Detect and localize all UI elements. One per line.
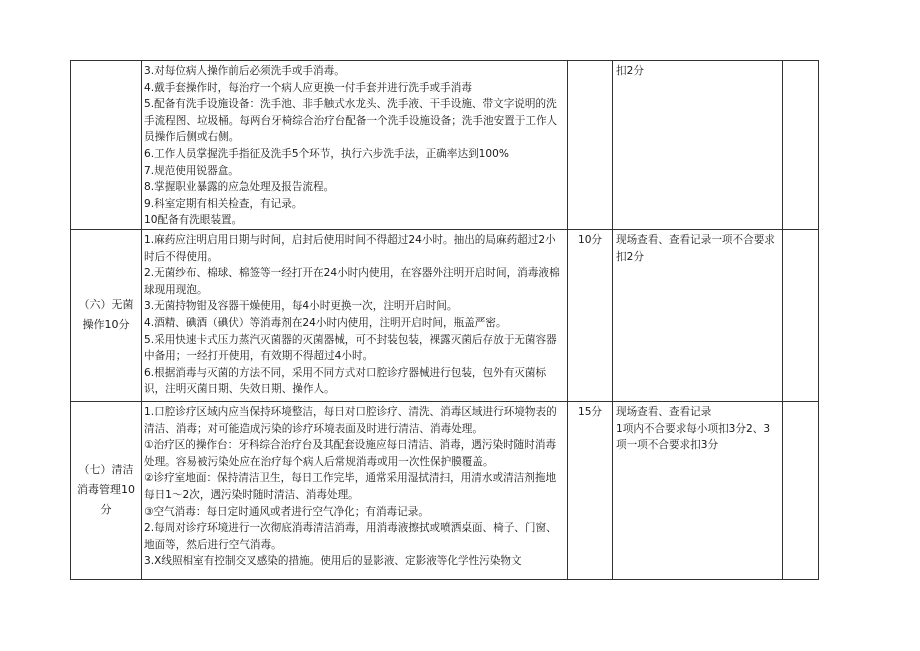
criteria-cell — [142, 401, 568, 579]
criteria-item: 3.X线照相室有控制交叉感染的措施。使用后的显影液、定影液等化学性污染物文 — [144, 555, 522, 568]
method-cell: 扣2分 — [613, 61, 783, 230]
criteria-item: 1.口腔诊疗区域内应当保持环境整洁，每日对口腔诊疗、清洗、消毒区域进行环境物表的清洁、消毒；对可能造成污染的诊疗环境表面及时进行清洁、消毒处理。 — [144, 405, 557, 435]
criteria-item: 4.戴手套操作时，每治疗一个病人应更换一付手套并进行洗手或手消毒 — [144, 81, 472, 94]
criteria-item: 6.根据消毒与灭菌的方法不同，采用不同方式对口腔诊疗器械进行包装，包外有灭菌标识，注明灭菌日期、失效日期、操作人。 — [144, 366, 547, 396]
section-cell — [71, 61, 142, 230]
inspection-table — [70, 60, 819, 580]
criteria-item: ②诊疗室地面：保持清洁卫生，每日工作完毕，通常采用湿拭清扫，用清水或清洁剂拖地每日1～2次，遇污染时随时清洁、消毒处理。 — [144, 472, 557, 501]
method-line: 1项内不合要求每小项扣3分2、3项一项不合要求扣3分 — [616, 422, 771, 452]
criteria-item: 7.规范使用锐器盒。 — [144, 164, 239, 177]
criteria-item: 5.采用快速卡式压力蒸汽灭菌器的灭菌器械，可不封装包装，裸露灭菌后存放于无菌容器中备用；一经打开使用，有效期不得超过4小时。 — [144, 333, 557, 363]
criteria-item: 5.配备有洗手设施设备：洗手池、非手触式水龙头、洗手液、干手设施、带文字说明的洗手流程图、垃圾桶。每两台牙椅综合治疗台配备一个洗手设施设备；洗手池安置于工作人员操作后侧或右侧。 — [144, 98, 558, 144]
score-cell: 15分 — [568, 401, 613, 579]
criteria-item: ①治疗区的操作台：牙科综合治疗台及其配套设施应每日清洁、消毒，遇污染时随时消毒处理。容易被污染处应在治疗每个病人后常规消毒或用一次性保护膜覆盖。 — [144, 439, 557, 468]
section-cell: （六）无菌操作10分 — [71, 229, 142, 401]
method-cell: 现场查看、查看记录一项不合要求扣2分 — [613, 229, 783, 401]
score-cell: 10分 — [568, 229, 613, 401]
criteria-item: ③空气消毒：每日定时通风或者进行空气净化；有消毒记录。 — [144, 505, 429, 518]
criteria-item: 8.掌握职业暴露的应急处理及报告流程。 — [144, 181, 335, 194]
score-cell — [568, 61, 613, 230]
table-row — [71, 229, 819, 401]
criteria-item: 1.麻药应注明启用日期与时间，启封后使用时间不得超过24小时。抽出的局麻药超过2小时后不得使用。 — [144, 233, 556, 263]
criteria-item: 6.工作人员掌握洗手指征及洗手5个环节，执行六步洗手法，正确率达到100% — [144, 147, 509, 160]
criteria-item: 2.无菌纱布、棉球、棉签等一经打开在24小时内使用，在容器外注明开启时间，消毒液棉球现用现泡。 — [144, 267, 560, 296]
table-row — [71, 401, 819, 579]
method-line: 现场查看、查看记录 — [616, 405, 712, 418]
remark-cell — [783, 61, 819, 230]
section-cell: （七）清洁消毒管理10分 — [71, 401, 142, 579]
criteria-item: 3.对每位病人操作前后必须洗手或手消毒。 — [144, 65, 345, 77]
criteria-cell — [142, 229, 568, 401]
criteria-item: 9.科室定期有相关检查，有记录。 — [144, 197, 303, 210]
criteria-item: 2.每周对诊疗环境进行一次彻底消毒清洁消毒，用消毒液擦拭或喷洒桌面、椅子、门窗、地面等，然后进行空气消毒。 — [144, 522, 557, 551]
criteria-item: 3.无菌持物钳及容器干燥使用，每4小时更换一次，注明开启时间。 — [144, 300, 458, 313]
criteria-item: 4.酒精、碘酒（碘伏）等消毒剂在24小时内使用，注明开启时间，瓶盖严密。 — [144, 316, 507, 329]
remark-cell — [783, 401, 819, 579]
method-cell — [613, 401, 783, 579]
table-row — [71, 61, 819, 230]
remark-cell — [783, 229, 819, 401]
criteria-item: 10配备有洗眼装置。 — [144, 214, 243, 227]
criteria-cell — [142, 61, 568, 230]
